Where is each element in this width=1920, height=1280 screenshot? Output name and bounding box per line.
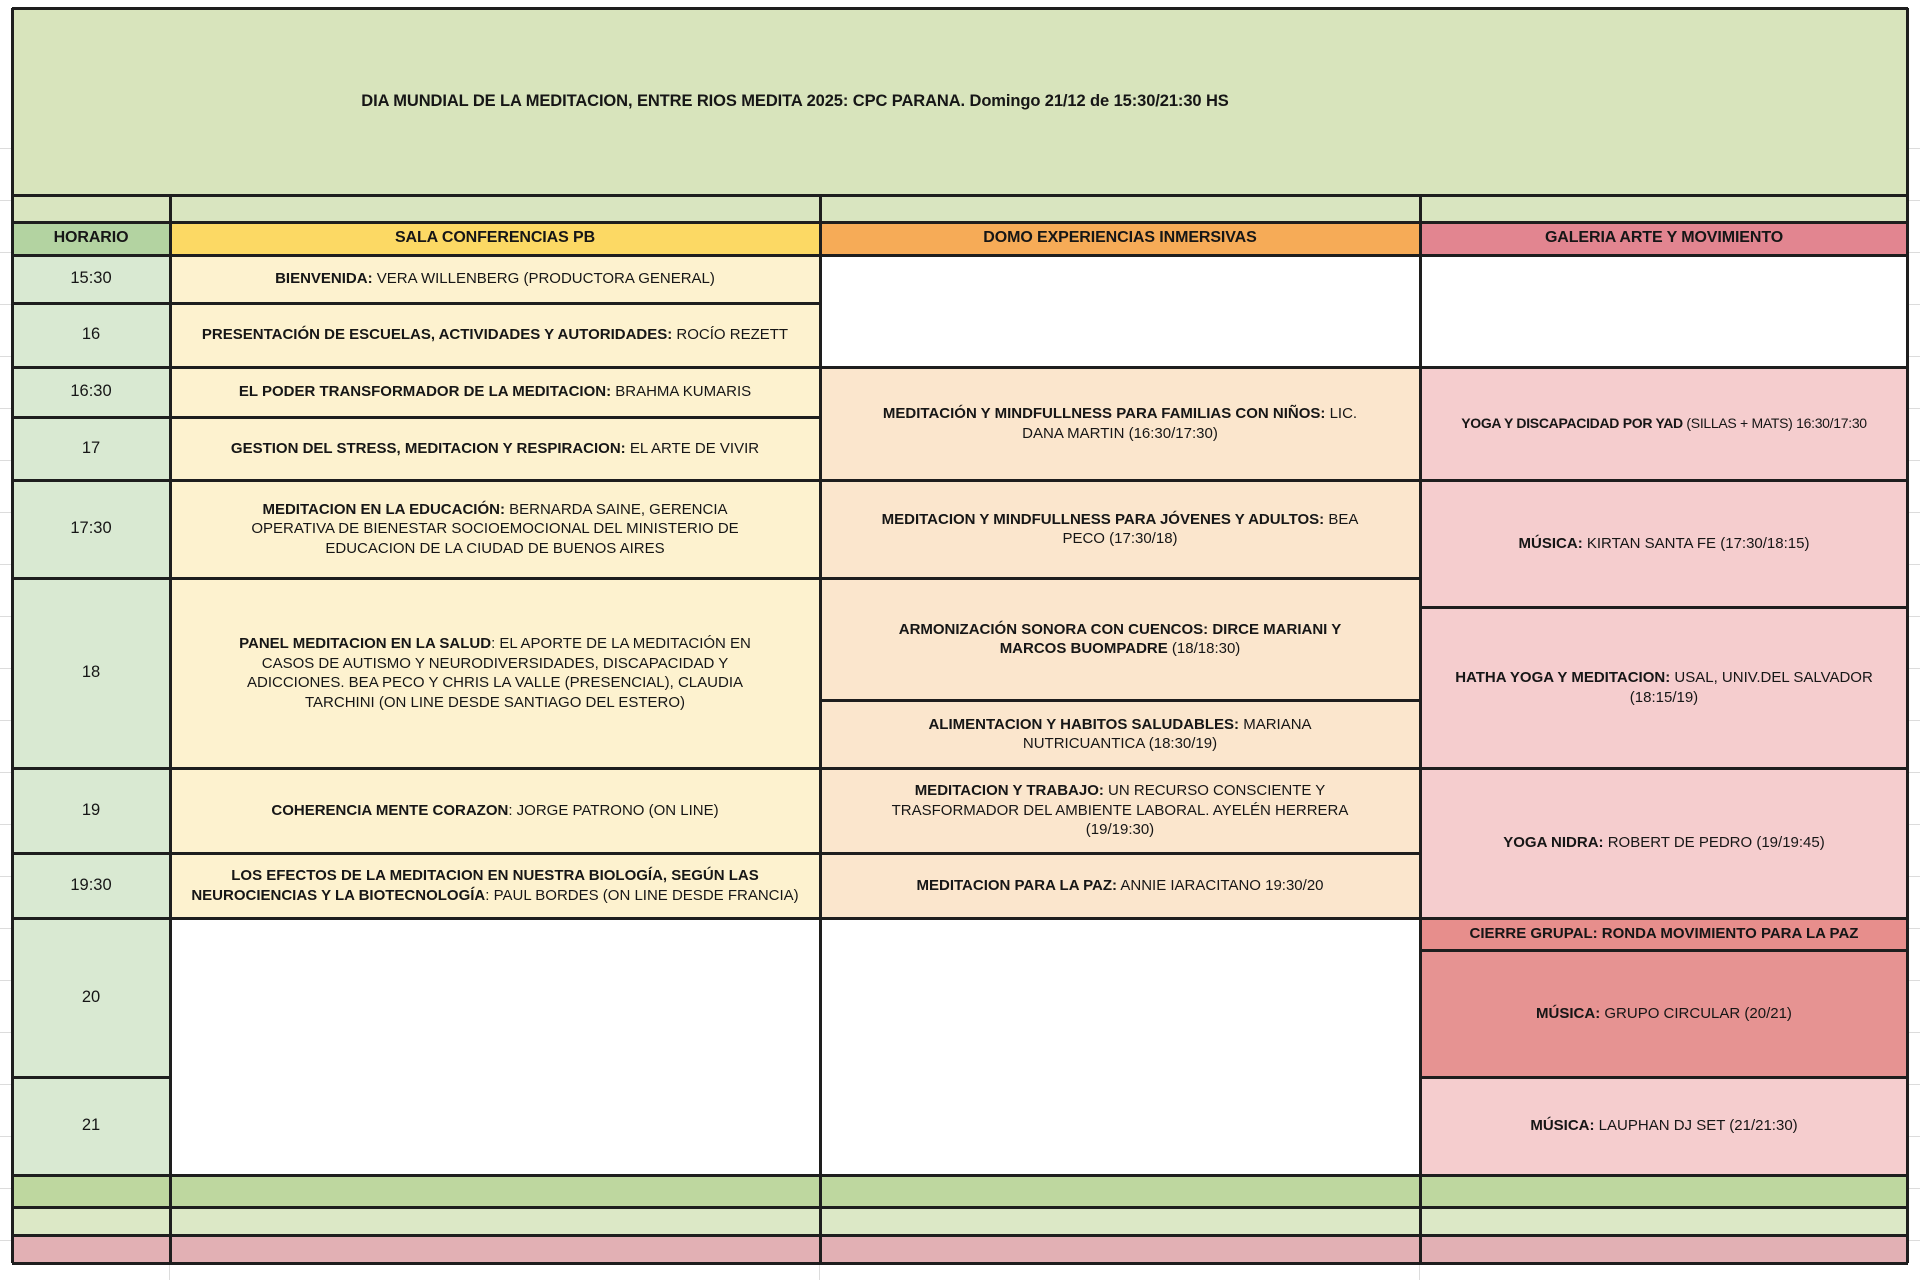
event-cell-galeria-yoga-discapacidad	[1420, 367, 1908, 480]
grid-line	[1420, 606, 1908, 609]
column-header-galeria-label: GALERIA ARTE Y MOVIMIENTO	[1544, 229, 1784, 247]
grid-line	[12, 1076, 170, 1079]
time-label: 16	[81, 325, 101, 344]
grid-line	[1908, 616, 1920, 617]
time-cell-18	[12, 578, 170, 768]
event-cell-domo-familias	[820, 367, 1420, 480]
grid-line	[1908, 1136, 1920, 1137]
grid-line	[1908, 148, 1920, 149]
event-title: MEDITACION Y MINDFULLNESS PARA JÓVENES Y ADULTOS:	[881, 510, 1325, 528]
event-cell-domo-cuencos	[820, 578, 1420, 700]
grid-line	[12, 1234, 1908, 1237]
event-title: ALIMENTACION Y HABITOS SALUDABLES:	[928, 715, 1240, 733]
event-cell-galeria-yoga-nidra	[1420, 768, 1908, 918]
event-detail: BERNARDA SAINE, GERENCIA OPERATIVA DE BIENESTAR SOCIOEMOCIONAL DEL MINISTERIO DE EDUCACION DE LA CIUDAD DE BUENOS AIRES	[251, 500, 739, 557]
grid-line	[169, 195, 172, 1263]
grid-line	[1420, 1076, 1908, 1079]
grid-line	[1908, 200, 1920, 201]
grid-line	[1908, 1032, 1920, 1033]
event-detail: GRUPO CIRCULAR (20/21)	[1600, 1004, 1792, 1022]
grid-line	[12, 917, 1908, 920]
event-detail: EL ARTE DE VIVIR	[625, 439, 760, 457]
event-detail: VERA WILLENBERG (PRODUCTORA GENERAL)	[372, 270, 715, 288]
grid-line	[12, 1206, 1908, 1209]
grid-line	[1908, 408, 1920, 409]
event-title: COHERENCIA MENTE CORAZON	[271, 801, 509, 819]
grid-line	[1908, 824, 1920, 825]
grid-line	[1908, 252, 1920, 253]
grid-line	[1908, 980, 1920, 981]
grid-line	[12, 1174, 1908, 1177]
time-cell-20	[12, 918, 170, 1077]
event-detail: : EL APORTE DE LA MEDITACIÓN EN CASOS DE AUTISMO Y NEURODIVERSIDADES, DISCAPACIDAD Y ADICCIONES. BEA PECO Y CHRIS LA VALLE (PRESENCIAL), CLAUDIA TARCHINI (ON LINE DESDE SANTIAGO DEL ESTERO)	[247, 635, 751, 711]
event-detail: BRAHMA KUMARIS	[611, 383, 752, 401]
time-label: 19	[81, 800, 101, 819]
event-title: MÚSICA:	[1536, 1004, 1601, 1022]
grid-line	[1908, 720, 1920, 721]
page-title: DIA MUNDIAL DE LA MEDITACION, ENTRE RIOS MEDITA 2025: CPC PARANA. Domingo 21/12 de 15:30/21:30 HS	[361, 91, 1229, 110]
time-label: 20	[81, 987, 101, 1006]
event-cell-galeria-grupo-circular	[1420, 950, 1908, 1077]
event-cell-domo-jovenes	[820, 480, 1420, 578]
bottom-band-pink	[12, 1235, 1908, 1263]
event-cell-sala-bienvenida	[170, 255, 820, 303]
grid-line	[1908, 1188, 1920, 1189]
grid-line	[12, 416, 820, 419]
event-cell-galeria-cierre-grupal	[1420, 918, 1908, 950]
grid-line	[819, 195, 822, 1263]
event-detail: (SILLAS + MATS) 16:30/17:30	[1682, 415, 1867, 432]
event-cell-domo-alimentacion	[820, 700, 1420, 768]
grid-line	[1908, 304, 1920, 305]
grid-line	[12, 254, 1908, 257]
grid-line	[1906, 8, 1909, 1263]
grid-line	[12, 852, 1420, 855]
event-title: CIERRE GRUPAL: RONDA MOVIMIENTO PARA LA PAZ	[1469, 925, 1859, 943]
event-cell-galeria-lauphan	[1420, 1077, 1908, 1175]
grid-line	[1908, 564, 1920, 565]
event-cell-sala-gestion-stress	[170, 417, 820, 480]
time-label: 21	[81, 1116, 101, 1135]
time-label: 17	[81, 438, 101, 457]
grid-line	[12, 221, 1908, 224]
column-header-domo-label: DOMO EXPERIENCIAS INMERSIVAS	[983, 229, 1257, 247]
event-detail: MARIANA NUTRICUANTICA (18:30/19)	[1022, 715, 1312, 752]
event-cell-domo-trabajo	[820, 768, 1420, 853]
event-title: BIENVENIDA:	[275, 270, 373, 288]
grid-line	[1908, 1084, 1920, 1085]
grid-line	[12, 1262, 1908, 1265]
grid-line	[1908, 460, 1920, 461]
event-detail: ANNIE IARACITANO 19:30/20	[1117, 876, 1324, 894]
event-detail: : JORGE PATRONO (ON LINE)	[508, 801, 719, 819]
event-detail: BEA PECO (17:30/18)	[1062, 510, 1359, 547]
event-cell-sala-educacion	[170, 480, 820, 578]
event-title: MÚSICA:	[1530, 1117, 1595, 1135]
grid-line	[12, 767, 1908, 770]
grid-line	[1420, 949, 1908, 952]
time-cell-1630	[12, 367, 170, 417]
grid-line	[1908, 512, 1920, 513]
time-cell-1530	[12, 255, 170, 303]
time-cell-1930	[12, 853, 170, 918]
sheet-title-cell	[12, 8, 1908, 195]
time-cell-21	[12, 1077, 170, 1175]
grid-line	[819, 1263, 820, 1280]
event-detail: USAL, UNIV.DEL SALVADOR (18:15/19)	[1629, 669, 1873, 706]
event-cell-domo-paz	[820, 853, 1420, 918]
event-title: MEDITACION Y TRABAJO:	[914, 782, 1104, 800]
column-header-domo	[820, 222, 1420, 255]
event-title: HATHA YOGA Y MEDITACION:	[1455, 669, 1671, 686]
event-detail: KIRTAN SANTA FE (17:30/18:15)	[1582, 534, 1810, 552]
event-cell-galeria-hatha-yoga	[1420, 607, 1908, 768]
grid-line	[1908, 668, 1920, 669]
time-label: 19:30	[70, 875, 112, 894]
grid-line	[1908, 356, 1920, 357]
grid-line	[1908, 928, 1920, 929]
event-cell-sala-coherencia	[170, 768, 820, 853]
time-cell-19	[12, 768, 170, 853]
event-cell-sala-panel-salud	[170, 578, 820, 768]
event-title: PANEL MEDITACION EN LA SALUD	[239, 635, 492, 652]
grid-line	[12, 194, 1908, 197]
event-title: LOS EFECTOS DE LA MEDITACION EN NUESTRA BIOLOGÍA, SEGÚN LAS NEUROCIENCIAS Y LA BIOTECNOLOGÍA	[191, 867, 759, 904]
event-title: ARMONIZACIÓN SONORA CON CUENCOS: DIRCE MARIANI Y MARCOS BUOMPADRE	[898, 620, 1342, 657]
event-cell-sala-poder-transformador	[170, 367, 820, 417]
column-header-horario-label: HORARIO	[53, 229, 129, 247]
bottom-band-lightgreen	[12, 1207, 1908, 1235]
grid-line	[1419, 1263, 1420, 1280]
grid-line	[1419, 195, 1422, 1263]
grid-line	[1908, 876, 1920, 877]
grid-line	[12, 577, 1420, 580]
grid-line	[12, 366, 1908, 369]
column-header-galeria	[1420, 222, 1908, 255]
grid-line	[820, 699, 1420, 702]
time-label: 16:30	[70, 382, 112, 401]
time-label: 17:30	[70, 519, 112, 538]
column-header-horario	[12, 222, 170, 255]
time-cell-16	[12, 303, 170, 367]
grid-line	[1908, 1240, 1920, 1241]
grid-line	[169, 1263, 170, 1280]
grid-line	[12, 7, 1908, 10]
spacer-row	[12, 195, 1908, 222]
event-detail: UN RECURSO CONSCIENTE Y TRASFORMADOR DEL AMBIENTE LABORAL. AYELÉN HERRERA (19/19:30)	[891, 782, 1349, 839]
time-label: 15:30	[70, 269, 112, 288]
grid-line	[11, 8, 14, 1263]
grid-line	[12, 479, 1908, 482]
time-label: 18	[81, 663, 101, 682]
bottom-band-green	[12, 1175, 1908, 1207]
event-detail: LIC. DANA MARTIN (16:30/17:30)	[1022, 405, 1358, 442]
event-title: MEDITACIÓN Y MINDFULLNESS PARA FAMILIAS CON NIÑOS:	[882, 405, 1326, 422]
event-detail: ROCÍO REZETT	[672, 326, 789, 344]
event-title: PRESENTACIÓN DE ESCUELAS, ACTIVIDADES Y AUTORIDADES:	[201, 326, 673, 344]
event-title: EL PODER TRANSFORMADOR DE LA MEDITACION:	[238, 383, 612, 401]
event-title: MEDITACION PARA LA PAZ:	[916, 876, 1118, 894]
event-detail: ROBERT DE PEDRO (19/19:45)	[1603, 834, 1825, 852]
grid-line	[1908, 772, 1920, 773]
event-cell-galeria-kirtan	[1420, 480, 1908, 607]
column-header-sala-label: SALA CONFERENCIAS PB	[394, 229, 596, 247]
event-detail: LAUPHAN DJ SET (21/21:30)	[1594, 1117, 1798, 1135]
time-cell-17	[12, 417, 170, 480]
event-cell-sala-presentacion	[170, 303, 820, 367]
event-title: YOGA Y DISCAPACIDAD POR YAD	[1461, 415, 1683, 432]
event-title: YOGA NIDRA:	[1503, 834, 1604, 852]
event-title: MEDITACION EN LA EDUCACIÓN:	[262, 500, 505, 518]
column-header-sala	[170, 222, 820, 255]
event-detail: : PAUL BORDES (ON LINE DESDE FRANCIA)	[485, 886, 799, 904]
event-detail: (18/18:30)	[1167, 640, 1241, 657]
time-cell-1730	[12, 480, 170, 578]
grid-line	[12, 302, 820, 305]
event-title: MÚSICA:	[1518, 534, 1583, 552]
event-title: GESTION DEL STRESS, MEDITACION Y RESPIRACION:	[230, 439, 626, 457]
event-cell-sala-efectos-biologia	[170, 853, 820, 918]
